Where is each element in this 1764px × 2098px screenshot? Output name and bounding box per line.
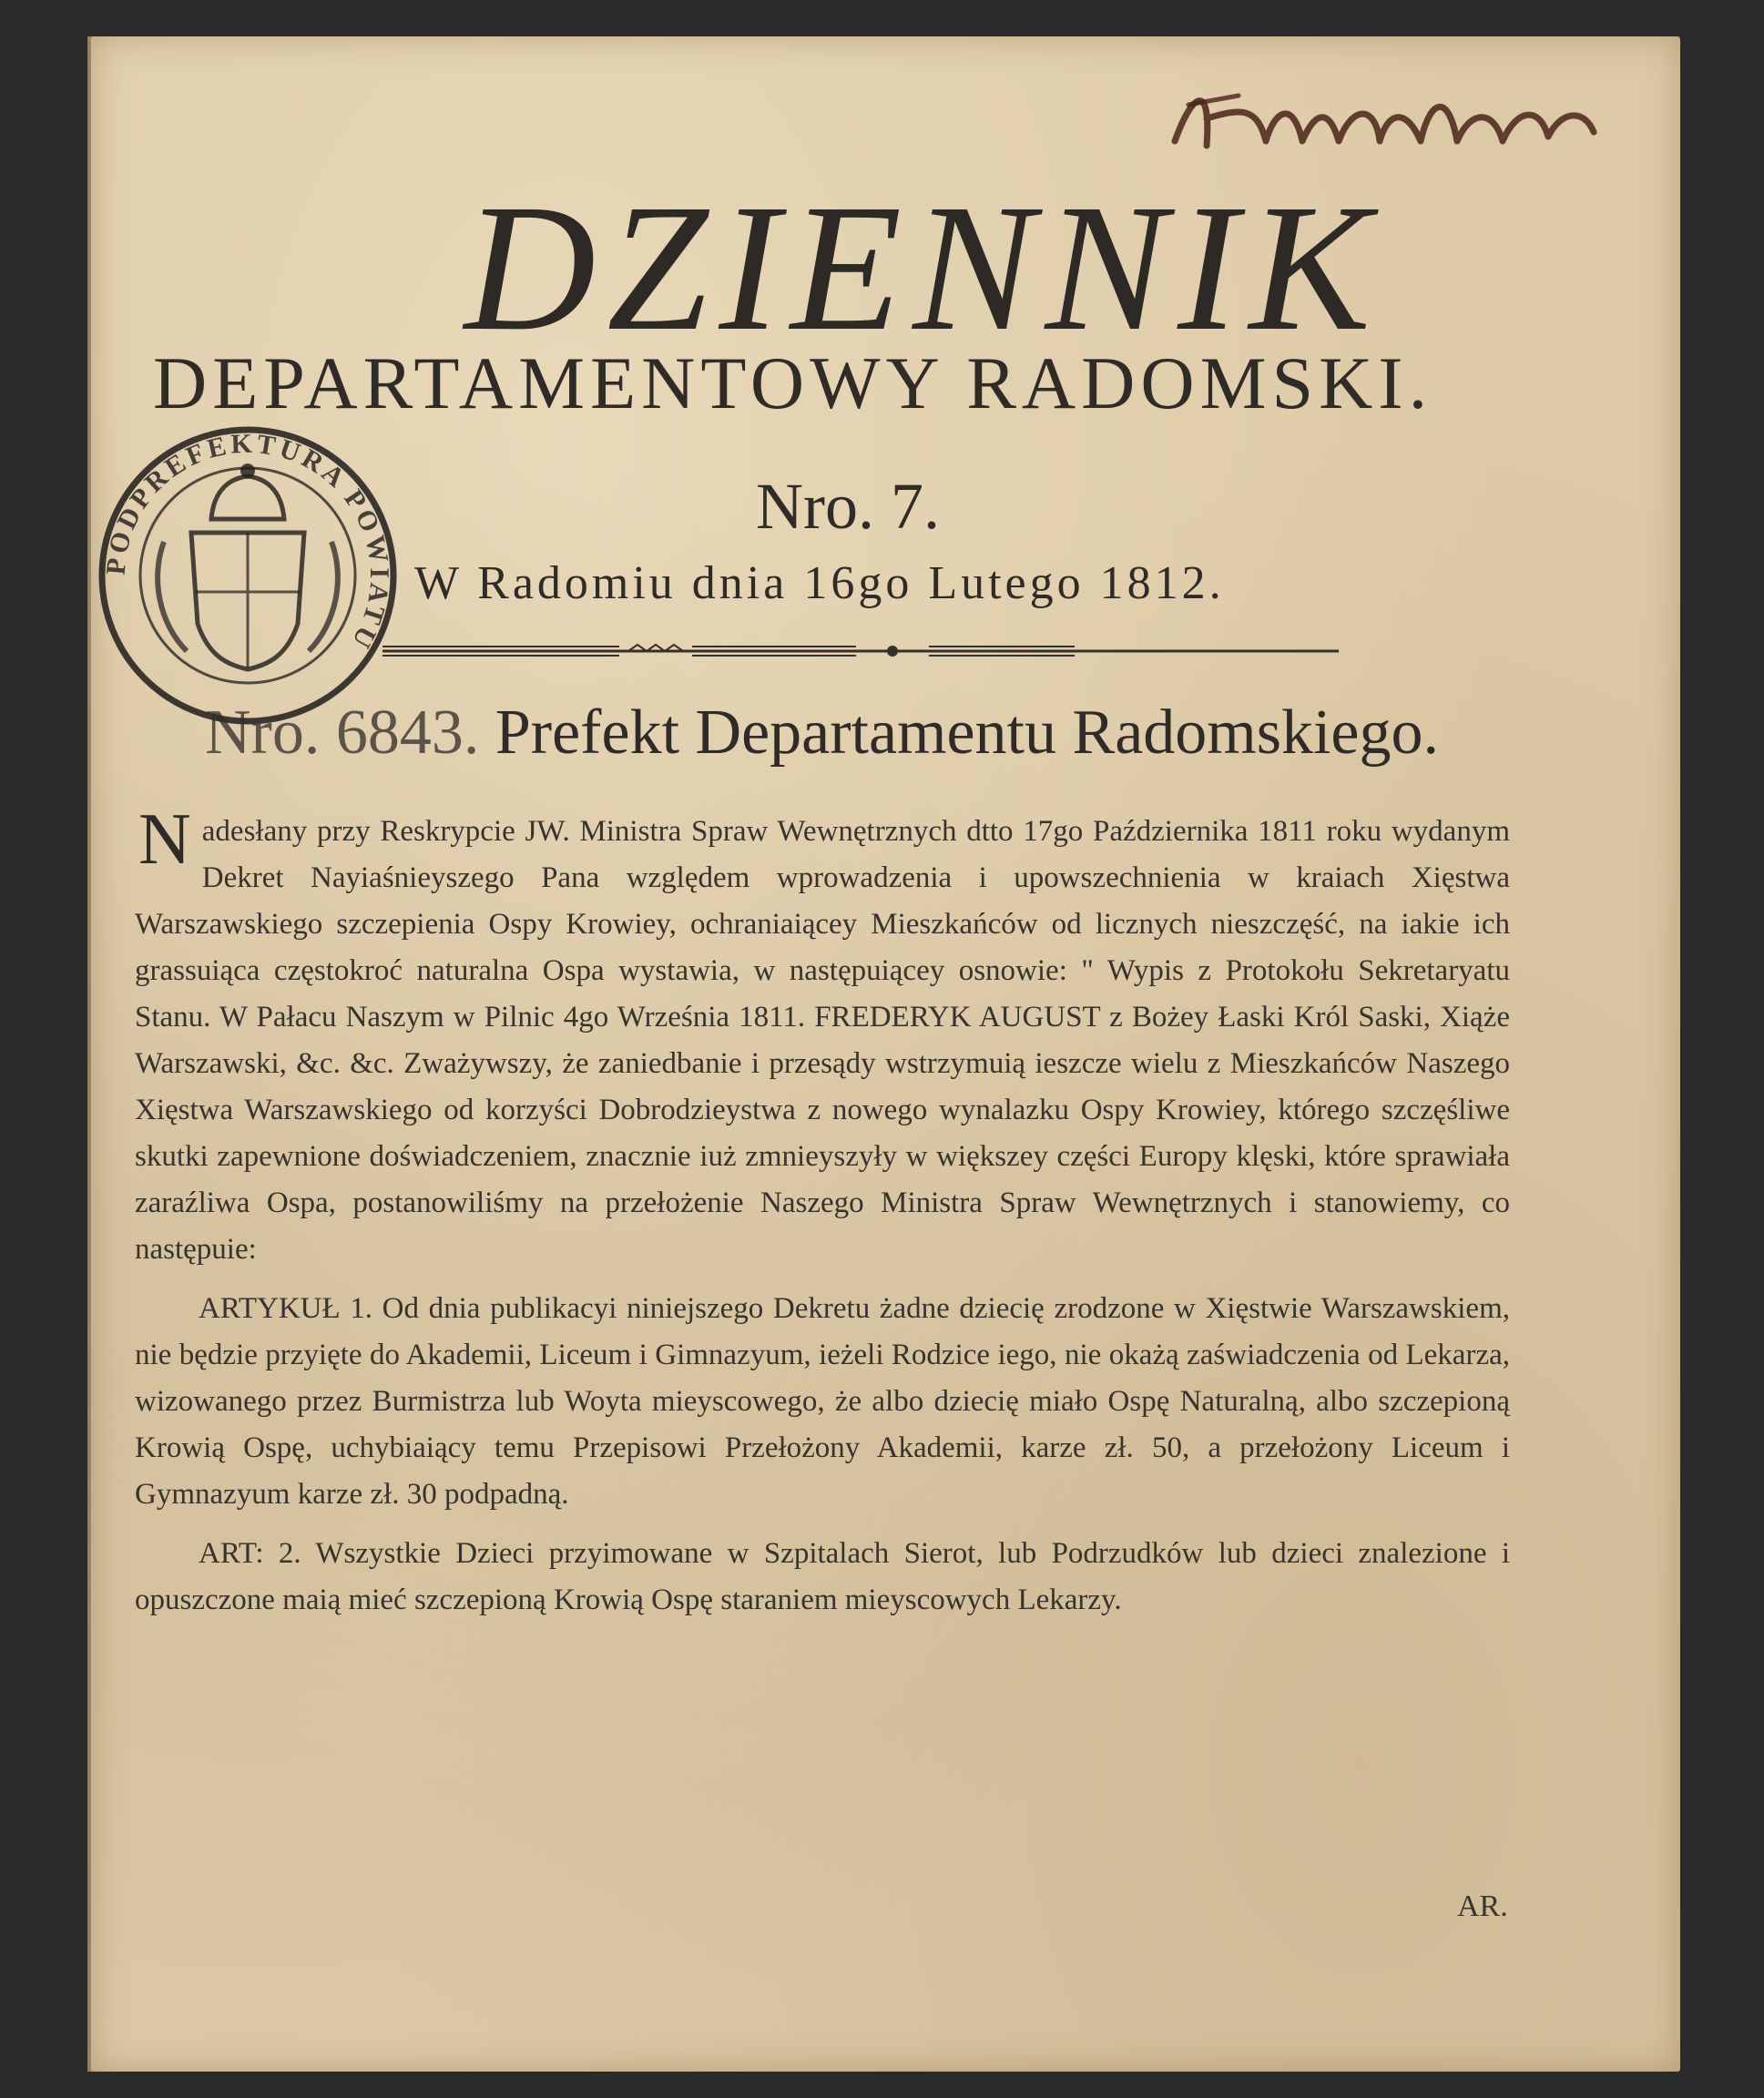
seal-legend: PODPREFEKTURA POWIATU — [100, 428, 395, 657]
masthead-title: DZIENNIK — [464, 168, 1382, 369]
decree-heading — [205, 698, 1439, 768]
decree-heading-text: Prefekt Departamentu Radomskiego. — [495, 698, 1439, 768]
issue-number: Nro. 7. — [756, 470, 940, 543]
article-2-paragraph: ART: 2. Wszystkie Dzieci przyimowane w Szpitalach Sierot, lub Podrzudków lub dzieci znalezione i opuszczone maią mieć szczepioną Krowią Ospę staraniem mieyscowych Lekarzy. — [135, 1537, 1510, 1616]
decree-intro-text: adesłany przy Reskrypcie JW. Ministra Spraw Wewnętrznych dtto 17go Października 1811 roku wydanym Dekret Nayiaśnieyszego Pana względem wprowadzenia i upowszechnienia w kraiach Xięstwa Warszawskiego szczepienia Ospy Krowiey, ochraniaiącey Mieszkańców od licznych nieszczęść, na iakie ich grassuiąca częstokroć naturalna Ospa wystawia, w następuiącey osnowie: " Wypis z Protokołu Sekretaryatu Stanu. W Pałacu Naszym w Pilnic 4go Września 1811. FREDERYK AUGUST z Bożey Łaski Król Saski, Xiąże Warszawski, &c. &c. Zważywszy, że zaniedbanie i przesądy wstrzymuią ieszcze wielu z Mieszkańców Naszego Xięstwa Warszawskiego od korzyści Dobrodzieystwa z nowego wynalazku Ospy Krowiey, którego szczęśliwe skutki zapewnione doświadczeniem, znacznie iuż zmnieyszyły w większey części Europy klęski, które sprawiała zaraźliwa Ospa, postanowiliśmy na przełożenie Naszego Ministra Spraw Wewnętrznych i stanowiemy, co następuie: — [135, 815, 1510, 1266]
official-seal-stamp — [96, 423, 401, 728]
dateline: W Radomiu dnia 16go Lutego 1812. — [414, 557, 1225, 609]
catchword: AR. — [1457, 1889, 1508, 1923]
masthead-subtitle: DEPARTAMENTOWY RADOMSKI. — [153, 341, 1433, 424]
ornamental-rule — [382, 639, 1339, 663]
decree-body — [135, 799, 1510, 1624]
dropcap-letter: N — [138, 799, 191, 880]
article-1-paragraph: ARTYKUŁ 1. Od dnia publikacyi niniejszego Dekretu żadne dziecię zrodzone w Xięstwie Warszawskiem, nie będzie przyięte do Akademii, Liceum i Gimnazyum, ieżeli Rodzice iego, nie okażą zaświadczenia od Lekarza, wizowanego przez Burmistrza lub Woyta mieyscowego, że albo dziecię miało Ospę Naturalną, albo szczepioną Krowią Ospę, uchybiaiący temu Przepisowi Przełożony Akademii, karze zł. 50, a przełożony Liceum i Gymnazyum karze zł. 30 podpadną. — [135, 1292, 1510, 1511]
decree-number: Nro. 6843. — [205, 698, 480, 768]
decree-intro-paragraph — [135, 799, 1510, 1273]
